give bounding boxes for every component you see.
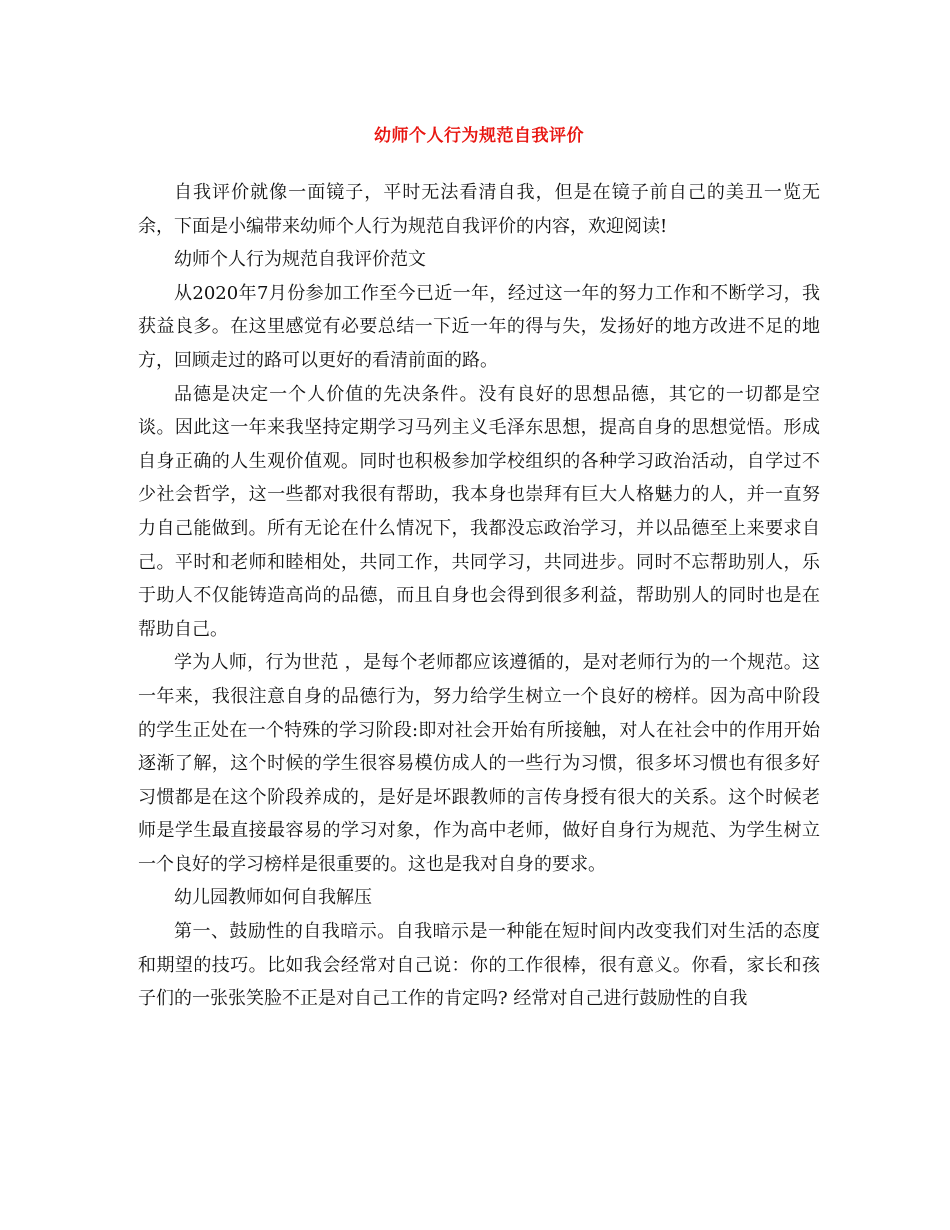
body-paragraph: 第一、鼓励性的自我暗示。自我暗示是一种能在短时间内改变我们对生活的态度和期望的技巧。比如我会经常对自己说：你的工作很棒，很有意义。你看，家长和孩子们的一张张笑脸不正是对自己工作的肯定吗? 经常对自己进行鼓励性的自我 xyxy=(138,921,820,1010)
body-paragraph: 学为人师，行为世范 ，是每个老师都应该遵循的，是对老师行为的一个规范。这一年来，我很注意自身的品德行为，努力给学生树立一个良好的榜样。因为高中阶段的学生正处在一个特殊的学习阶段:即对社会开始有所接触，对人在社会中的作用开始逐渐了解，这个时候的学生很容易模仿成人的一些行为习惯，很多坏习惯也有很多好习惯都是在这个阶段养成的，是好是坏跟教师的言传身授有很大的关系。这个时候老师是学生最直接最容易的学习对象，作为高中老师，做好自身行为规范、为学生树立一个良好的学习榜样是很重要的。这也是我对自身的要求。 xyxy=(138,652,820,875)
document-body xyxy=(138,176,820,1016)
body-paragraph: 品德是决定一个人价值的先决条件。没有良好的思想品德，其它的一切都是空谈。因此这一年来我坚持定期学习马列主义毛泽东思想，提高自身的思想觉悟。形成自身正确的人生观价值观。同时也积极参加学校组织的各种学习政治活动，自学过不少社会哲学，这一些都对我很有帮助，我本身也崇拜有巨大人格魅力的人，并一直努力自己能做到。所有无论在什么情况下，我都没忘政治学习，并以品德至上来要求自己。平时和老师和睦相处，共同工作，共同学习，共同进步。同时不忘帮助别人，乐于助人不仅能铸造高尚的品德，而且自身也会得到很多利益，帮助别人的同时也是在帮助自己。 xyxy=(138,383,820,640)
section-heading-stress-relief: 幼儿园教师如何自我解压 xyxy=(174,887,372,909)
intro-paragraph: 自我评价就像一面镜子，平时无法看清自我，但是在镜子前自己的美丑一览无余，下面是小编带来幼师个人行为规范自我评价的内容，欢迎阅读! xyxy=(138,182,820,237)
body-paragraph: 从2020年7月份参加工作至今已近一年，经过这一年的努力工作和不断学习，我获益良多。在这里感觉有必要总结一下近一年的得与失，发扬好的地方改进不足的地方，回顾走过的路可以更好的看清前面的路。 xyxy=(138,282,820,371)
section-heading-sample: 幼师个人行为规范自我评价范文 xyxy=(174,249,426,271)
document-title: 幼师个人行为规范自我评价 xyxy=(374,126,584,146)
